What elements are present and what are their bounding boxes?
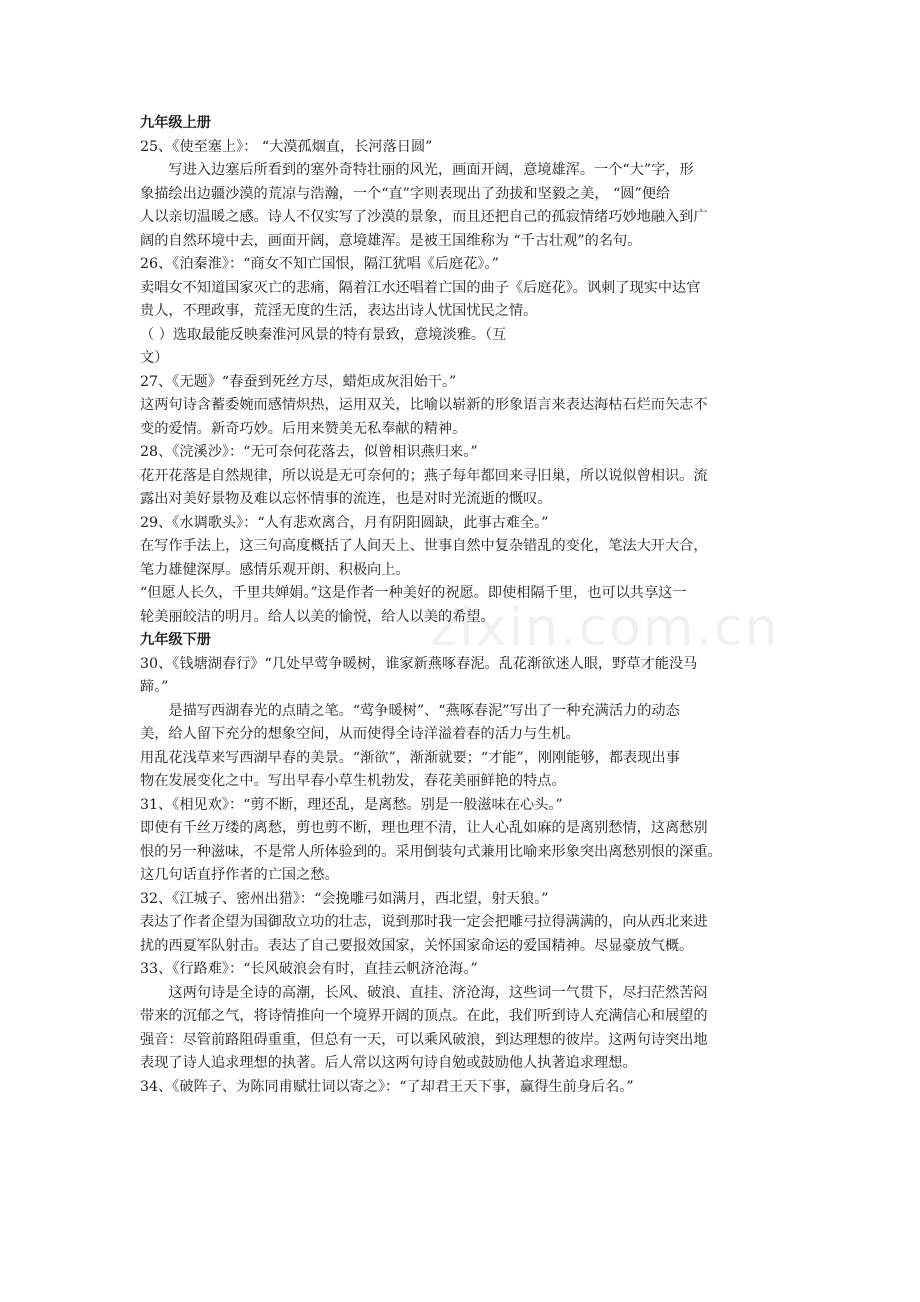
text-line: 恨的另一种滋味，不是常人所体验到的。采用倒装句式兼用比喻来形象突出离愁别恨的深重。 (140, 843, 722, 860)
text-line: 表达了作者企望为国御敌立功的壮志，说到那时我一定会把雕弓拉得满满的，向从西北来进 (140, 914, 708, 930)
text-line: “但愿人长久，千里共婵娟。”这是作者一种美好的祝愿。即使相隔千里，也可以共享这一 (140, 585, 687, 601)
text-line: 25、《使至塞上》： “大漠孤烟直，长河落日圆” (140, 138, 433, 155)
text-line: 32、《江城子、密州出猎》：“会挽雕弓如满月，西北望，射天狼。” (140, 890, 549, 907)
text-line: 这几句话直抒作者的亡国之愁。 (140, 867, 339, 883)
text-line: （ ）选取最能反映秦淮河风景的特有景致，意境淡雅。（互 (140, 326, 507, 343)
text-line: 即使有千丝万缕的离愁，剪也剪不断，理也理不清，让人心乱如麻的是离别愁情，这离愁别 (140, 820, 708, 836)
text-line: 29、《水调歌头》：“人有悲欢离合，月有阴阳圆缺，此事古难全。” (140, 514, 549, 531)
text-line: 表现了诗人追求理想的执著。后人常以这两句诗自勉或鼓励他人执著追求理想。 (140, 1055, 637, 1071)
text-line: 这两句诗含蓄委婉而感情炽热，运用双关，比喻以崭新的形象语言来表达海枯石烂而矢志不 (140, 397, 708, 413)
text-line: 象描绘出边疆沙漠的荒凉与浩瀚，一个“直”字则表现出了劲拔和坚毅之美， “圆”便给 (140, 185, 671, 202)
section-heading: 九年级上册 (140, 115, 211, 131)
text-line: 轮美丽皎洁的明月。给人以美的愉悦，给人以美的希望。 (140, 608, 495, 625)
text-line: 卖唱女不知道国家灭亡的悲痛，隔着江水还唱着亡国的曲子《后庭花》。讽刺了现实中达官 (140, 279, 701, 296)
text-line: 写进入边塞后所看到的塞外奇特壮丽的风光，画面开阔，意境雄浑。一个“大”字，形 (168, 162, 694, 178)
text-line: 物在发展变化之中。写出早春小草生机勃发，春花美丽鲜艳的特点。 (140, 773, 566, 789)
text-line: 带来的沉郁之气，将诗情推向一个境界开阔的顶点。在此，我们听到诗人充满信心和展望的 (140, 1008, 708, 1024)
text-line: 阔的自然环境中去，画面开阔，意境雄浑。是被王国维称为 “千古壮观”的名句。 (140, 232, 642, 249)
text-line: 文） (140, 350, 169, 366)
text-line: 美，给人留下充分的想象空间，从而使得全诗洋溢着春的活力与生机。 (140, 726, 580, 742)
text-line: 这两句诗是全诗的高潮，长风、破浪、直挂、济沧海，这些词一气贯下，尽扫茫然苦闷 (168, 984, 708, 1001)
text-line: 28、《浣溪沙》：“无可奈何花落去，似曾相识燕归来。” (140, 444, 478, 460)
text-line: 30、《钱塘湖春行》“几处早莺争暖树，谁家新燕啄春泥。乱花渐欲迷人眼，野草才能没马 (140, 655, 698, 672)
text-line: 27、《无题》“春蚕到死丝方尽，蜡炬成灰泪始干。” (140, 373, 457, 390)
text-line: 花开花落是自然规律，所以说是无可奈何的；燕子每年都回来寻旧巢，所以说似曾相识。流 (140, 467, 708, 484)
document-body (140, 112, 790, 1099)
section-heading: 九年级下册 (140, 632, 211, 648)
text-line: 人以亲切温暖之感。诗人不仅实写了沙漠的景象，而且还把自己的孤寂情绪巧妙地融入到广 (140, 209, 708, 225)
text-line: 强音：尽管前路阻碍重重，但总有一天，可以乘风破浪，到达理想的彼岸。这两句诗突出地 (140, 1031, 708, 1048)
text-line: 是描写西湖春光的点睛之笔。“莺争暖树”、“燕啄春泥”写出了一种充满活力的动态 (168, 702, 680, 719)
text-line: 贵人，不理政事，荒淫无度的生活，表达出诗人忧国忧民之情。 (140, 303, 538, 319)
text-line: 变的爱情。新奇巧妙。后用来赞美无私奉献的精神。 (140, 420, 467, 437)
text-line: 露出对美好景物及难以忘怀情事的流连，也是对时光流逝的慨叹。 (140, 491, 552, 507)
text-line: 笔力雄健深厚。感情乐观开朗、积极向上。 (140, 561, 410, 578)
text-line: 33、《行路难》：“长风破浪会有时，直挂云帆济沧海。” (140, 961, 478, 977)
text-line: 用乱花浅草来写西湖早春的美景。“渐欲”，渐渐就要；“才能”，刚刚能够，都表现出事 (140, 749, 680, 766)
text-line: 在写作手法上，这三句高度概括了人间天上、世事自然中复杂错乱的变化，笔法大开大合， (140, 538, 708, 554)
text-line: 扰的西夏军队射击。表达了自己要报效国家，关怀国家命运的爱国精神。尽显豪放气概。 (140, 937, 694, 954)
text-line: 26、《泊秦淮》：“商女不知亡国恨，隔江犹唱《后庭花》。” (140, 256, 499, 272)
text-line: 34、《破阵子、为陈同甫赋壮词以寄之》：“了却君王天下事，赢得生前身后名。” (140, 1078, 634, 1095)
text-line: 31、《相见欢》：“剪不断，理还乱，是离愁。别是一般滋味在心头。” (140, 796, 563, 813)
watermark: zixin.com.cn (430, 598, 780, 658)
text-line: 蹄。” (140, 679, 169, 695)
